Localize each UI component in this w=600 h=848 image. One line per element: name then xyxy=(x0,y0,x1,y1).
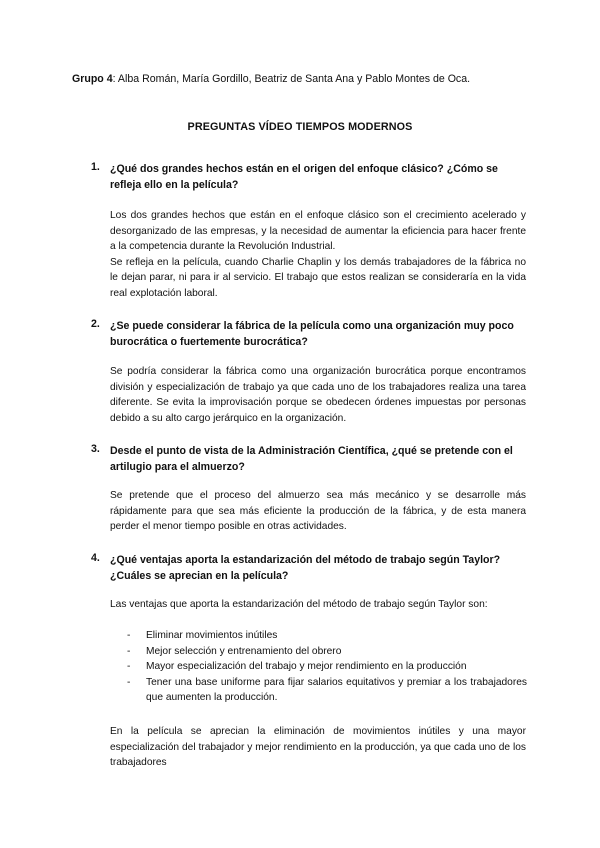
list-item xyxy=(127,628,527,644)
question-number: 1. xyxy=(91,161,100,173)
group-label: Grupo 4 xyxy=(72,73,113,85)
answer-paragraph: Los dos grandes hechos que están en el enfoque clásico son el crecimiento acelerado y desorganizado de las empresas, y la necesidad de aumentar la eficiencia para hacer frente a la competencia durante la Revolución Industrial. xyxy=(110,210,526,252)
list-item-text: Eliminar movimientos inútiles xyxy=(146,630,278,641)
document-title: PREGUNTAS VÍDEO TIEMPOS MODERNOS xyxy=(187,121,413,133)
advantages-list xyxy=(127,628,527,706)
bullet-marker: - xyxy=(127,630,131,641)
answer-paragraph: Se pretende que el proceso del almuerzo sea más mecánico y se desarrolle más rápidamente para que sea más eficiente la producción de la fábrica, y de esta manera perder el menor tiempo posible en otras actividades. xyxy=(110,490,526,532)
bullet-marker: - xyxy=(127,676,131,688)
list-item-text: Mejor selección y entrenamiento del obrero xyxy=(146,645,342,657)
list-item xyxy=(127,659,527,675)
question-number: 2. xyxy=(91,318,100,330)
question-number: 4. xyxy=(91,552,100,564)
question-text: Desde el punto de vista de la Administración Científica, ¿qué se pretende con el artilugio para el almuerzo? xyxy=(110,445,513,473)
group-members-line xyxy=(72,73,470,85)
list-item xyxy=(127,644,527,660)
bullet-marker: - xyxy=(127,645,131,657)
bullet-marker: - xyxy=(127,661,131,672)
answer-4-conclusion xyxy=(110,724,526,771)
answer-paragraph: Las ventajas que aporta la estandarización del método de trabajo según Taylor son: xyxy=(110,599,488,610)
question-text: ¿Se puede considerar la fábrica de la película como una organización muy poco burocrática o fuertemente burocrática? xyxy=(110,320,514,348)
list-item xyxy=(127,675,527,706)
answer-paragraph: Se refleja en la película, cuando Charlie Chaplin y los demás trabajadores de la fábrica no le dejan parar, ni para ir al servicio. El trabajo que estos realizan se consideraría en la vida real explotación laboral. xyxy=(110,256,526,299)
answer-4-intro xyxy=(110,597,526,613)
question-text: ¿Qué ventajas aporta la estandarización del método de trabajo según Taylor? ¿Cuáles se aprecian en la película? xyxy=(110,554,501,582)
answer-paragraph: En la película se aprecian la eliminación de movimientos inútiles y una mayor especialización del trabajador y mejor rendimiento en la producción, ya que cada uno de los trabajadores xyxy=(110,726,526,768)
answer-paragraph: Se podría considerar la fábrica como una organización burocrática porque encontramos división y especialización de trabajo ya que cada uno de los trabajadores realiza una tarea diferente. Se evita la improvisación porque se obedecen órdenes impuestas por personas debido a su alto cargo jerárquico en la organización. xyxy=(110,366,526,424)
group-members: : Alba Román, María Gordillo, Beatriz de Santa Ana y Pablo Montes de Oca. xyxy=(112,73,471,85)
question-text: ¿Qué dos grandes hechos están en el origen del enfoque clásico? ¿Cómo se refleja ello en la película? xyxy=(110,163,498,191)
answer-1 xyxy=(110,208,526,301)
question-number: 3. xyxy=(91,443,100,455)
list-item-text: Tener una base uniforme para fijar salarios equitativos y premiar a los trabajadores que aumenten la producción. xyxy=(146,676,527,703)
answer-2 xyxy=(110,364,526,426)
list-item-text: Mayor especialización del trabajo y mejor rendimiento en la producción xyxy=(146,661,467,672)
answer-3 xyxy=(110,488,526,535)
